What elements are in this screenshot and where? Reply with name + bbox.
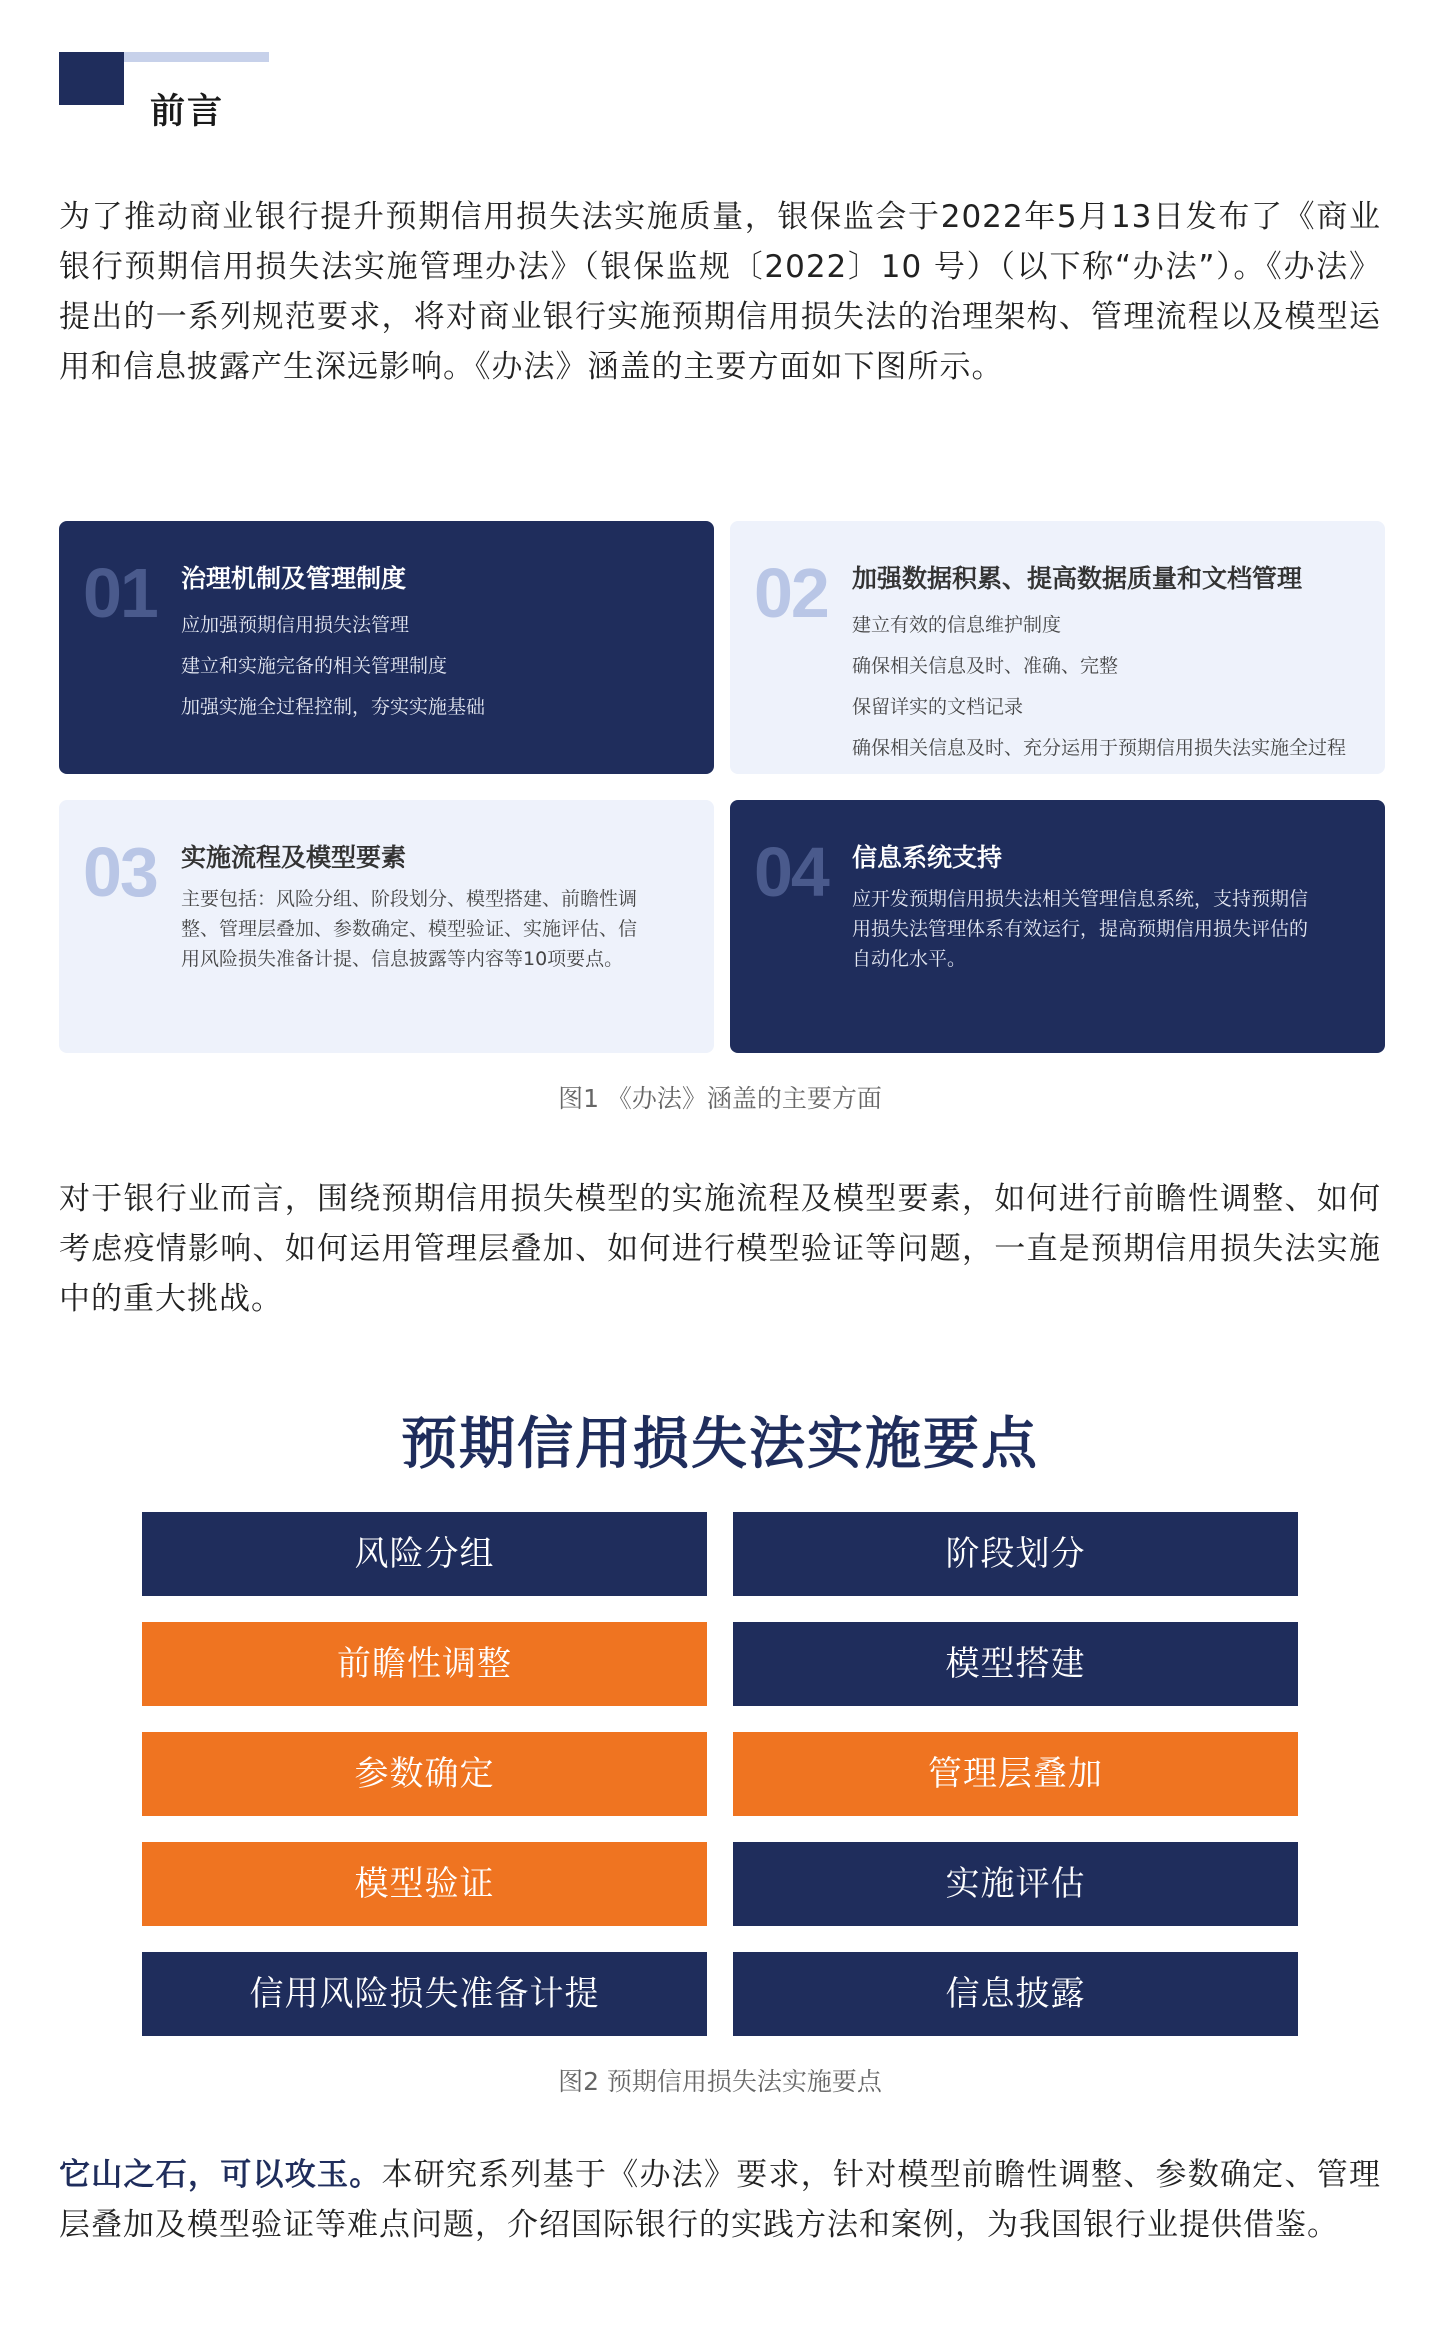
card-item-list (181, 605, 694, 728)
figure-2-caption: 图2 预期信用损失法实施要点 (558, 2067, 882, 2096)
card-title: 治理机制及管理制度 (181, 564, 407, 593)
card-number: 01 (83, 554, 157, 632)
card-item: 确保相关信息及时、充分运用于预期信用损失法实施全过程 (852, 737, 1347, 759)
card-title: 加强数据积累、提高数据质量和文档管理 (852, 564, 1303, 593)
key-point-model-building: 模型搭建 (733, 1622, 1298, 1706)
card-governance (59, 521, 714, 774)
card-data-management (730, 521, 1385, 774)
closing-paragraph (59, 2150, 1381, 2250)
card-number: 02 (754, 554, 828, 632)
header-line-decoration (124, 52, 269, 62)
challenge-paragraph: 对于银行业而言，围绕预期信用损失模型的实施流程及模型要素，如何进行前瞻性调整、如何考虑疫情影响、如何运用管理层叠加、如何进行模型验证等问题，一直是预期信用损失法实施中的重大挑战。 (59, 1181, 1381, 1317)
card-number: 04 (754, 833, 828, 911)
figure-1-caption: 图1 《办法》涵盖的主要方面 (558, 1084, 882, 1113)
key-point-forward-looking-adjustment: 前瞻性调整 (142, 1622, 707, 1706)
key-point-implementation-evaluation: 实施评估 (733, 1842, 1298, 1926)
key-point-management-overlay: 管理层叠加 (733, 1732, 1298, 1816)
card-process-elements (59, 800, 714, 1053)
card-item: 保留详实的文档记录 (852, 696, 1024, 718)
card-number: 03 (83, 833, 157, 911)
card-text: 主要包括：风险分组、阶段划分、模型搭建、前瞻性调整、管理层叠加、参数确定、模型验证、实施评估、信用风险损失准备计提、信息披露等内容等10项要点。 (181, 888, 638, 970)
key-point-risk-grouping: 风险分组 (142, 1512, 707, 1596)
key-point-stage-division: 阶段划分 (733, 1512, 1298, 1596)
card-item: 建立有效的信息维护制度 (852, 614, 1062, 636)
section-title: 前言 (150, 92, 225, 132)
card-title: 实施流程及模型要素 (181, 843, 407, 872)
card-title: 信息系统支持 (852, 843, 1003, 872)
card-item: 建立和实施完备的相关管理制度 (181, 655, 448, 677)
card-text: 应开发预期信用损失法相关管理信息系统，支持预期信用损失法管理体系有效运行，提高预期信用损失评估的自动化水平。 (852, 888, 1309, 970)
card-item: 应加强预期信用损失法管理 (181, 614, 410, 636)
closing-lead: 它山之石，可以攻玉。 (59, 2157, 382, 2193)
header-square-decoration (59, 52, 124, 105)
card-item: 加强实施全过程控制，夯实实施基础 (181, 696, 486, 718)
key-point-information-disclosure: 信息披露 (733, 1952, 1298, 2036)
figure-2-title: 预期信用损失法实施要点 (401, 1412, 1039, 1477)
card-item-list (852, 605, 1365, 769)
key-point-loss-provision: 信用风险损失准备计提 (142, 1952, 707, 2036)
intro-paragraph: 为了推动商业银行提升预期信用损失法实施质量，银保监会于2022年5月13日发布了《商业银行预期信用损失法实施管理办法》（银保监规〔2022〕10 号）（以下称“办法”）。《办法》提出的一系列规范要求，将对商业银行实施预期信用损失法的治理架构、管理流程以及模型运用和信息披露产生深远影响。《办法》涵盖的主要方面如下图所示。 (59, 199, 1381, 385)
closing-body: 本研究系列基于《办法》要求，针对模型前瞻性调整、参数确定、管理层叠加及模型验证等难点问题，介绍国际银行的实践方法和案例，为我国银行业提供借鉴。 (59, 2157, 1381, 2243)
card-system-support (730, 800, 1385, 1053)
key-point-model-validation: 模型验证 (142, 1842, 707, 1926)
card-item: 确保相关信息及时、准确、完整 (852, 655, 1119, 677)
key-point-parameter-determination: 参数确定 (142, 1732, 707, 1816)
